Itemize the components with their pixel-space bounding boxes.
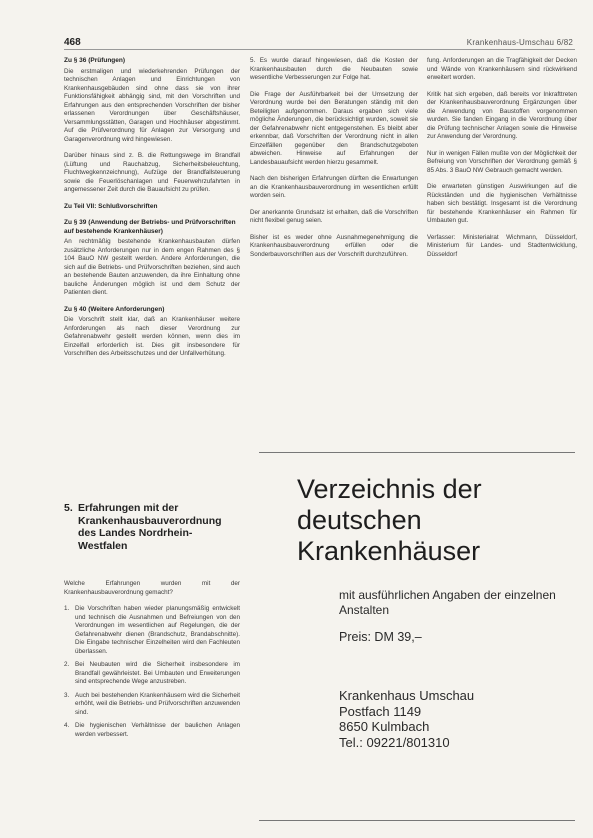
- author-note: Verfasser: Ministerialrat Wichmann, Düsseldorf, Ministerium für Landes- und Stadtentwicklung, Düsseldorf: [427, 233, 577, 258]
- right-column: [427, 57, 577, 267]
- header-rule: [64, 49, 575, 50]
- right-paragraph-2: Kritik hat sich ergeben, daß bereits vor Inkrafttreten der Krankenhausbauverordnung Ergänzungen über die Anwendung von Baustoffen vorgenommen wurden. Sie fanden Eingang in die Verordnung über die Prüfung technischer Anlagen sowie die Hinweise zur Anwendung der Verordnung.: [427, 90, 577, 140]
- section-title: Erfahrungen mit der Krankenhausbauverordnung des Landes Nordrhein-Westfalen: [78, 502, 222, 552]
- running-title: Krankenhaus-Umschau 6/82: [466, 38, 573, 47]
- section-heading: [64, 502, 240, 552]
- middle-paragraph-2: Die Frage der Ausführbarkeit bei der Umsetzung der Verordnung wurde bei den Beratungen ständig mit den Beteiligten aufgenommen. Daraus ergaben sich viele mögliche Änderungen, die berücksichtigt wurden, soweit sie der Gefahrenabwehr nicht entgegenstehen. Es bleibt aber erkennbar, daß Vorschriften der Verordnung nicht in allen Einzelfällen gegenüber den Brandschutzgeboten abweichen. Hinweise auf Erfahrungen der Landesbauaufsicht werden hierzu gesammelt.: [250, 90, 418, 166]
- middle-column: [250, 57, 418, 267]
- ad-title: Verzeichnis der deutschen Krankenhäuser: [297, 474, 482, 566]
- ad-address-line-4: Tel.: 09221/801310: [339, 734, 450, 750]
- ad-bottom-rule: [259, 820, 575, 821]
- middle-paragraph-4: Der anerkannte Grundsatz ist erhalten, daß die Vorschriften nicht flexibel genug seien.: [250, 208, 418, 224]
- middle-paragraph-1: 5. Es wurde darauf hingewiesen, daß die Kosten der Krankenhausbauten durch die Neubauten sowie wesentliche Verbesserungen zur Folge hat.: [250, 57, 418, 81]
- list-item: 2. Bei Neubauten wird die Sicherheit insbesondere im Brandfall gewährleistet. Bei Umbauten und Erweiterungen sind entsprechende Wege anzustreben.: [64, 661, 240, 685]
- ad-top-rule: [259, 452, 575, 453]
- list-item: 3. Auch bei bestehenden Krankenhäusern wird die Sicherheit erhöht, weil die Betriebs- und Prüfvorschriften anzuwenden sind.: [64, 691, 240, 716]
- experiences-list: [64, 605, 240, 739]
- sec36-paragraph-2: Darüber hinaus sind z. B. die Rettungswege im Brandfall (Lüftung und Rauchabzug, Sicherheitsbeleuchtung, Fluchtwegkennzeichnung), Aufzüge der Brandfallsteuerung sowie die Feuerlöschanlagen und Feuerwehrzufahrten in angemessener Zeit durch die Bauaufsicht zu prüfen.: [64, 152, 240, 193]
- experiences-block: [64, 580, 240, 744]
- right-paragraph-4: Die erwarteten günstigen Auswirkungen auf die Rückständen und die hygienischen Verhältnisse haben sich bestätigt. Insgesamt ist die Verordnung für bestehende Krankenhäuser ein Rahmen für Umbauten gut.: [427, 183, 577, 224]
- ad-price: Preis: DM 39,–: [339, 630, 422, 644]
- middle-paragraph-5: Bisher ist es weder ohne Ausnahmegenehmigung die Krankenhausbauverordnung erfüllen oder die Sonderbauvorschriften aus der Vorschrift durchzuführen.: [250, 233, 418, 258]
- ad-address-line-1: Krankenhaus Umschau: [339, 688, 475, 703]
- sec39-heading: Zu § 39 (Anwendung der Betriebs- und Prüfvorschriften auf bestehende Krankenhäuser): [64, 219, 236, 235]
- sec39-paragraph: An rechtmäßig bestehende Krankenhausbauten dürfen zusätzliche Anforderungen nur in dem engen Rahmen des § 104 BauO NW gestellt werden. Andere Anforderungen, die sich auf die Betriebs- und Prüfvorschriften beziehen, sind auch an bestehende Bauten anzuwenden, da ihre Einhaltung ohne bauliche Änderungen möglich ist und dem Schutz der Patienten dient.: [64, 238, 240, 296]
- left-column: [64, 57, 240, 367]
- sec40-heading: Zu § 40 (Weitere Anforderungen): [64, 305, 165, 313]
- list-item: 1. Die Vorschriften haben wieder planungsmäßig entwickelt und technisch die Ausnahmen und Befreiungen von den Verordnungen im wesentlichen auf Regelungen, die der Gefahrenabwehr dienen (Brandschutz, Brandabschnitte). Die Eingabe technischer Einzelheiten wird den Fachleuten überlassen.: [64, 605, 240, 655]
- ad-address-line-3: 8650 Kulmbach: [339, 719, 430, 734]
- ad-address: [339, 688, 474, 750]
- right-paragraph-1: fung. Anforderungen an die Tragfähigkeit der Decken und Wände von Krankenhäusern sind rückwirkend erweitert worden.: [427, 57, 577, 81]
- middle-paragraph-3: Nach den bisherigen Erfahrungen dürften die Erwartungen an die Krankenhausbauverordnung im wesentlichen erfüllt worden sein.: [250, 175, 418, 199]
- ad-address-line-2: Postfach 1149: [339, 703, 422, 719]
- part7-heading: Zu Teil VII: Schlußvorschriften: [64, 202, 158, 210]
- right-paragraph-3: Nur in wenigen Fällen mußte von der Möglichkeit der Befreiung von Vorschriften der Verordnung gemäß § 85 Abs. 3 BauO NW Gebrauch gemacht werden.: [427, 149, 577, 174]
- ad-subtitle: mit ausführlichen Angaben der einzelnen Anstalten: [339, 588, 556, 617]
- sec36-paragraph-1: Die erstmaligen und wiederkehrenden Prüfungen der technischen Anlagen und Einrichtungen von Krankenhausgebäuden sind ohne dass sie von ihrer Funktionsfähigkeit abhängig sind, mit den Vorschriften und Erfahrungen aus den entsprechenden Vorschriften der bisher erlassenen Verordnungen über Geschäftshäuser, Versammlungsstätten, Garagen und Hochhäuser abgestimmt. Auf die Prüfverordnung für Anlagen zur Versorgung und Garagenverordnung wird hingewiesen.: [64, 67, 240, 143]
- list-item: 4. Die hygienischen Verhältnisse der baulichen Anlagen werden verbessert.: [64, 722, 240, 738]
- sec40-paragraph: Die Vorschrift stellt klar, daß an Krankenhäuser weitere Anforderungen als nach dieser Verordnung zur Gefahrenabwehr gestellt werden können, wenn dies im Einzelfall erforderlich ist. Dies gilt insbesondere für Vorschriften des Arbeitsschutzes und der Unfallverhütung.: [64, 316, 240, 357]
- sec36-heading: Zu § 36 (Prüfungen): [64, 57, 126, 64]
- page-number: 468: [64, 37, 81, 48]
- section-number: 5.: [64, 502, 73, 514]
- experiences-intro: Welche Erfahrungen wurden mit der Krankenhausbauverordnung gemacht?: [64, 580, 240, 596]
